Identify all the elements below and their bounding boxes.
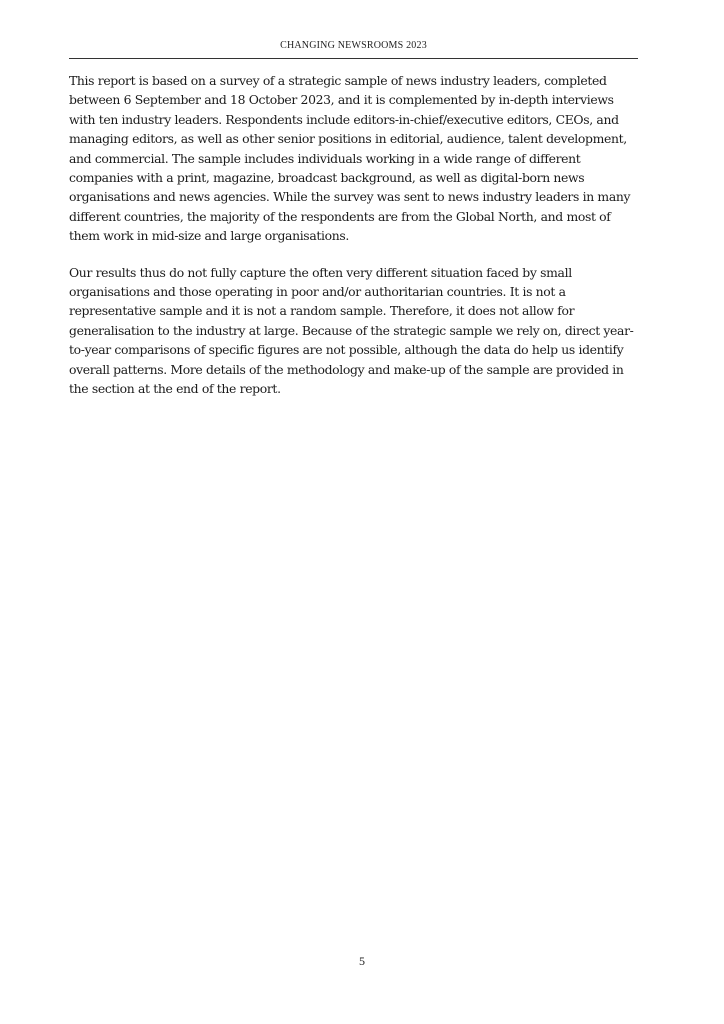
text-line: organisations and those operating in poor and/or authoritarian countries. It is not a	[69, 284, 566, 300]
paragraph-sample-limitations	[69, 263, 638, 399]
text-line: the section at the end of the report.	[69, 381, 281, 397]
text-line: them work in mid-size and large organisations.	[69, 228, 349, 244]
text-line: different countries, the majority of the respondents are from the Global North, and most of	[69, 208, 611, 224]
text-line: between 6 September and 18 October 2023, and it is complemented by in-depth interviews	[69, 92, 614, 108]
page-number: 5	[359, 954, 365, 968]
text-line: overall patterns. More details of the methodology and make-up of the sample are provided in	[69, 361, 624, 377]
text-line: representative sample and it is not a random sample. Therefore, it does not allow for	[69, 303, 575, 319]
text-line: to-year comparisons of specific figures are not possible, although the data do help us identify	[69, 342, 624, 358]
text-line: companies with a print, magazine, broadcast background, as well as digital-born news	[69, 170, 585, 186]
text-line: This report is based on a survey of a strategic sample of news industry leaders, completed	[69, 73, 607, 88]
paragraph-methodology-intro	[69, 71, 638, 246]
text-line: with ten industry leaders. Respondents include editors-in-chief/executive editors, CEOs, and	[69, 111, 619, 127]
text-line: Our results thus do not fully capture the often very different situation faced by small	[69, 264, 572, 280]
running-header-title: CHANGING NEWSROOMS 2023	[280, 40, 427, 51]
text-line: and commercial. The sample includes individuals working in a wide range of different	[69, 150, 581, 166]
body-text	[69, 71, 638, 416]
text-line: managing editors, as well as other senior positions in editorial, audience, talent development,	[69, 131, 627, 147]
running-header	[69, 40, 638, 59]
text-line: organisations and news agencies. While the survey was sent to news industry leaders in many	[69, 189, 631, 205]
text-line: generalisation to the industry at large. Because of the strategic sample we rely on, direct year-	[69, 322, 634, 338]
